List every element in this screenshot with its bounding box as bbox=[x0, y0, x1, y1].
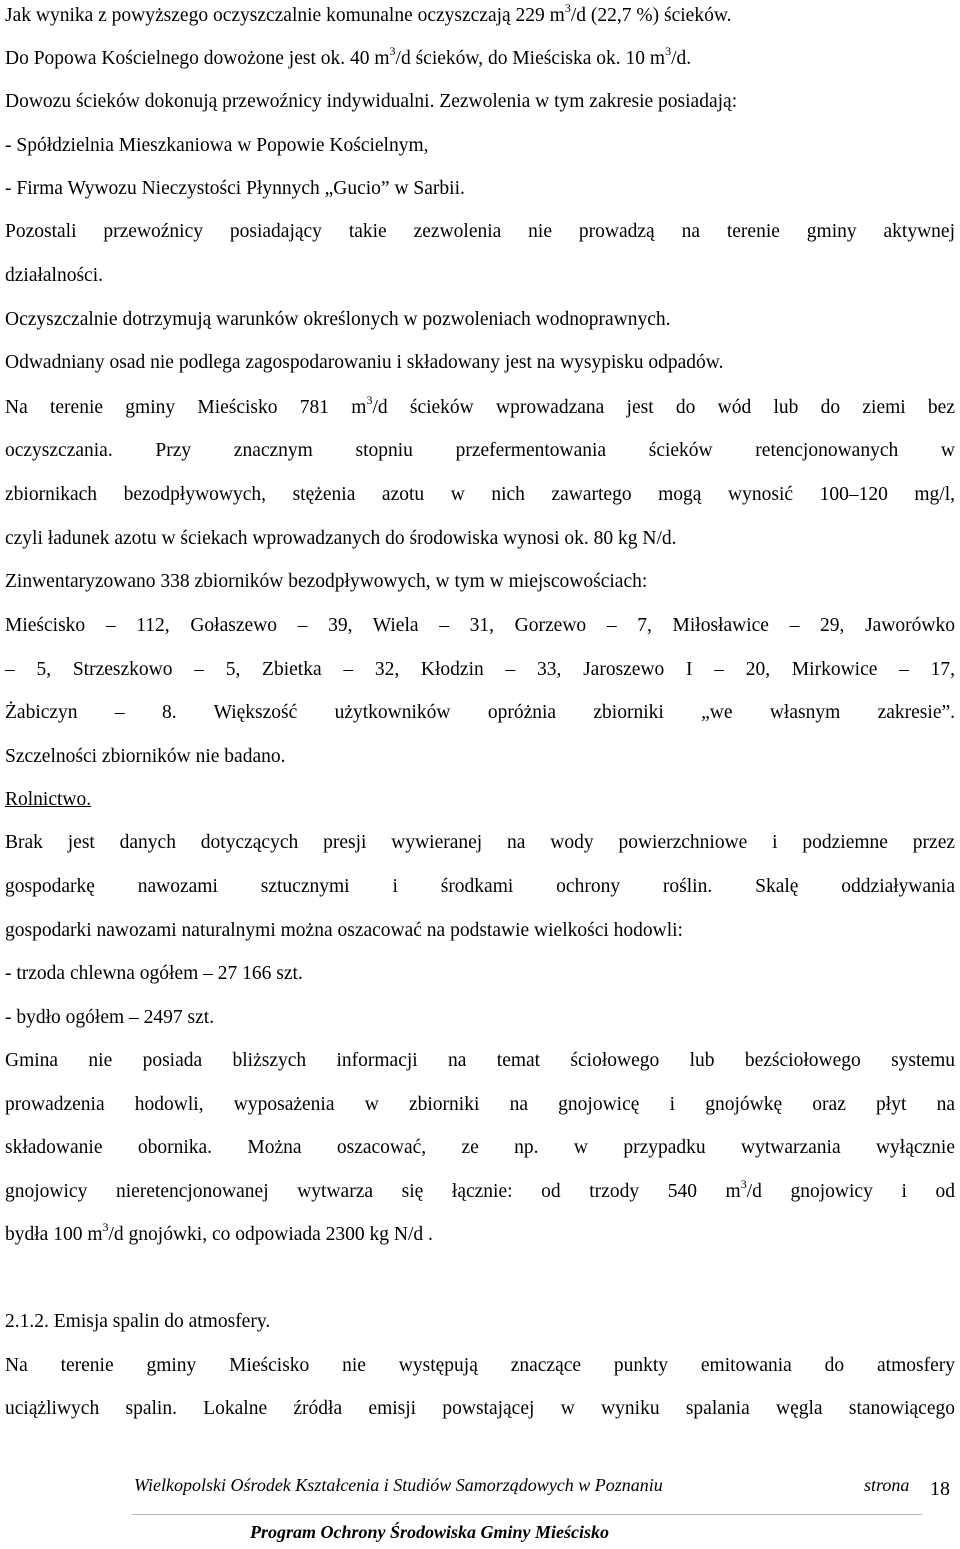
text-line: Na terenie gminy Mieścisko nie występują znaczące punkty emitowania do atmosfery bbox=[5, 1355, 955, 1376]
text-line: Do Popowa Kościelnego dowożone jest ok. 40 $m^3/d$ ścieków, do Mieściska ok. 10 $m^3/d$. bbox=[5, 44, 692, 69]
footer-page-label: strona bbox=[864, 1475, 910, 1495]
text-line: - bydło ogółem – 2497 szt. bbox=[5, 1007, 215, 1028]
text-line: – 5, Strzeszkowo – 5, Zbietka – 32, Kłodzin – 33, Jaroszewo I – 20, Mirkowice – 17, bbox=[5, 659, 955, 680]
text-line: Dowozu ścieków dokonują przewoźnicy indywidualni. Zezwolenia w tym zakresie posiadają: bbox=[5, 91, 738, 112]
text-line: Zinwentaryzowano 338 zbiorników bezodpływowych, w tym w miejscowościach: bbox=[5, 571, 648, 592]
footer-program-title: Program Ochrony Środowiska Gminy Mieścisko bbox=[250, 1522, 610, 1542]
text-line: Oczyszczalnie dotrzymują warunków określonych w pozwoleniach wodnoprawnych. bbox=[5, 309, 671, 330]
text-line: prowadzenia hodowli, wyposażenia w zbiorniki na gnojowicę i gnojówkę oraz płyt na bbox=[5, 1094, 955, 1115]
text-line: Odwadniany osad nie podlega zagospodarowaniu i składowany jest na wysypisku odpadów. bbox=[5, 352, 724, 373]
footer-page-number: 18 bbox=[930, 1478, 950, 1500]
text-line: działalności. bbox=[5, 265, 104, 286]
text-line: gospodarki nawozami naturalnymi można oszacować na podstawie wielkości hodowli: bbox=[5, 920, 683, 941]
text-line: zbiornikach bezodpływowych, stężenia azotu w nich zawartego mogą wynosić 100–120 mg/l, bbox=[5, 484, 955, 505]
text-line: Mieścisko – 112, Gołaszewo – 39, Wiela – 31, Gorzewo – 7, Miłosławice – 29, Jaworówko bbox=[5, 615, 955, 636]
text-line: gnojowicy nieretencjonowanej wytwarza się łącznie: od trzody 540 $m^3/d$ gnojowicy i od bbox=[5, 1177, 955, 1202]
text-line: - Spółdzielnia Mieszkaniowa w Popowie Kościelnym, bbox=[5, 135, 429, 156]
text-line: - Firma Wywozu Nieczystości Płynnych „Gucio” w Sarbii. bbox=[5, 178, 465, 199]
text-line: czyli ładunek azotu w ściekach wprowadzanych do środowiska wynosi ok. 80 kg N/d. bbox=[5, 528, 677, 549]
section-heading: Rolnictwo. bbox=[5, 789, 92, 810]
text-line: gospodarkę nawozami sztucznymi i środkami ochrony roślin. Skalę oddziaływania bbox=[5, 876, 955, 897]
footer-institution: Wielkopolski Ośrodek Kształcenia i Studiów Samorządowych w Poznaniu bbox=[134, 1475, 663, 1495]
text-line: Na terenie gminy Mieścisko 781 $m^3/d$ ścieków wprowadzana jest do wód lub do ziemi bez bbox=[5, 393, 955, 418]
text-line: Szczelności zbiorników nie badano. bbox=[5, 746, 286, 767]
section-heading: 2.1.2. Emisja spalin do atmosfery. bbox=[5, 1311, 271, 1332]
text-line: składowanie obornika. Można oszacować, ze np. w przypadku wytwarzania wyłącznie bbox=[5, 1137, 955, 1158]
text-line: Jak wynika z powyższego oczyszczalnie komunalne oczyszczają 229 $m^3/d$ (22,7 %) ścieków. bbox=[5, 1, 732, 26]
text-line: Brak jest danych dotyczących presji wywieranej na wody powierzchniowe i podziemne przez bbox=[5, 832, 955, 853]
text-line: Pozostali przewoźnicy posiadający takie zezwolenia nie prowadzą na terenie gminy aktywnej bbox=[5, 221, 955, 242]
text-line: uciążliwych spalin. Lokalne źródła emisji powstającej w wyniku spalania węgla stanowiącego bbox=[5, 1398, 955, 1419]
footer-divider bbox=[132, 1514, 922, 1515]
text-line: bydła 100 $m^3/d$ gnojówki, co odpowiada 2300 kg N/d . bbox=[5, 1220, 433, 1245]
text-line: Żabiczyn – 8. Większość użytkowników opróżnia zbiorniki „we własnym zakresie”. bbox=[5, 702, 955, 723]
text-line: - trzoda chlewna ogółem – 27 166 szt. bbox=[5, 963, 303, 984]
text-line: oczyszczania. Przy znacznym stopniu przefermentowania ścieków retencjonowanych w bbox=[5, 440, 955, 461]
text-line: Gmina nie posiada bliższych informacji na temat ściołowego lub bezściołowego systemu bbox=[5, 1050, 955, 1071]
